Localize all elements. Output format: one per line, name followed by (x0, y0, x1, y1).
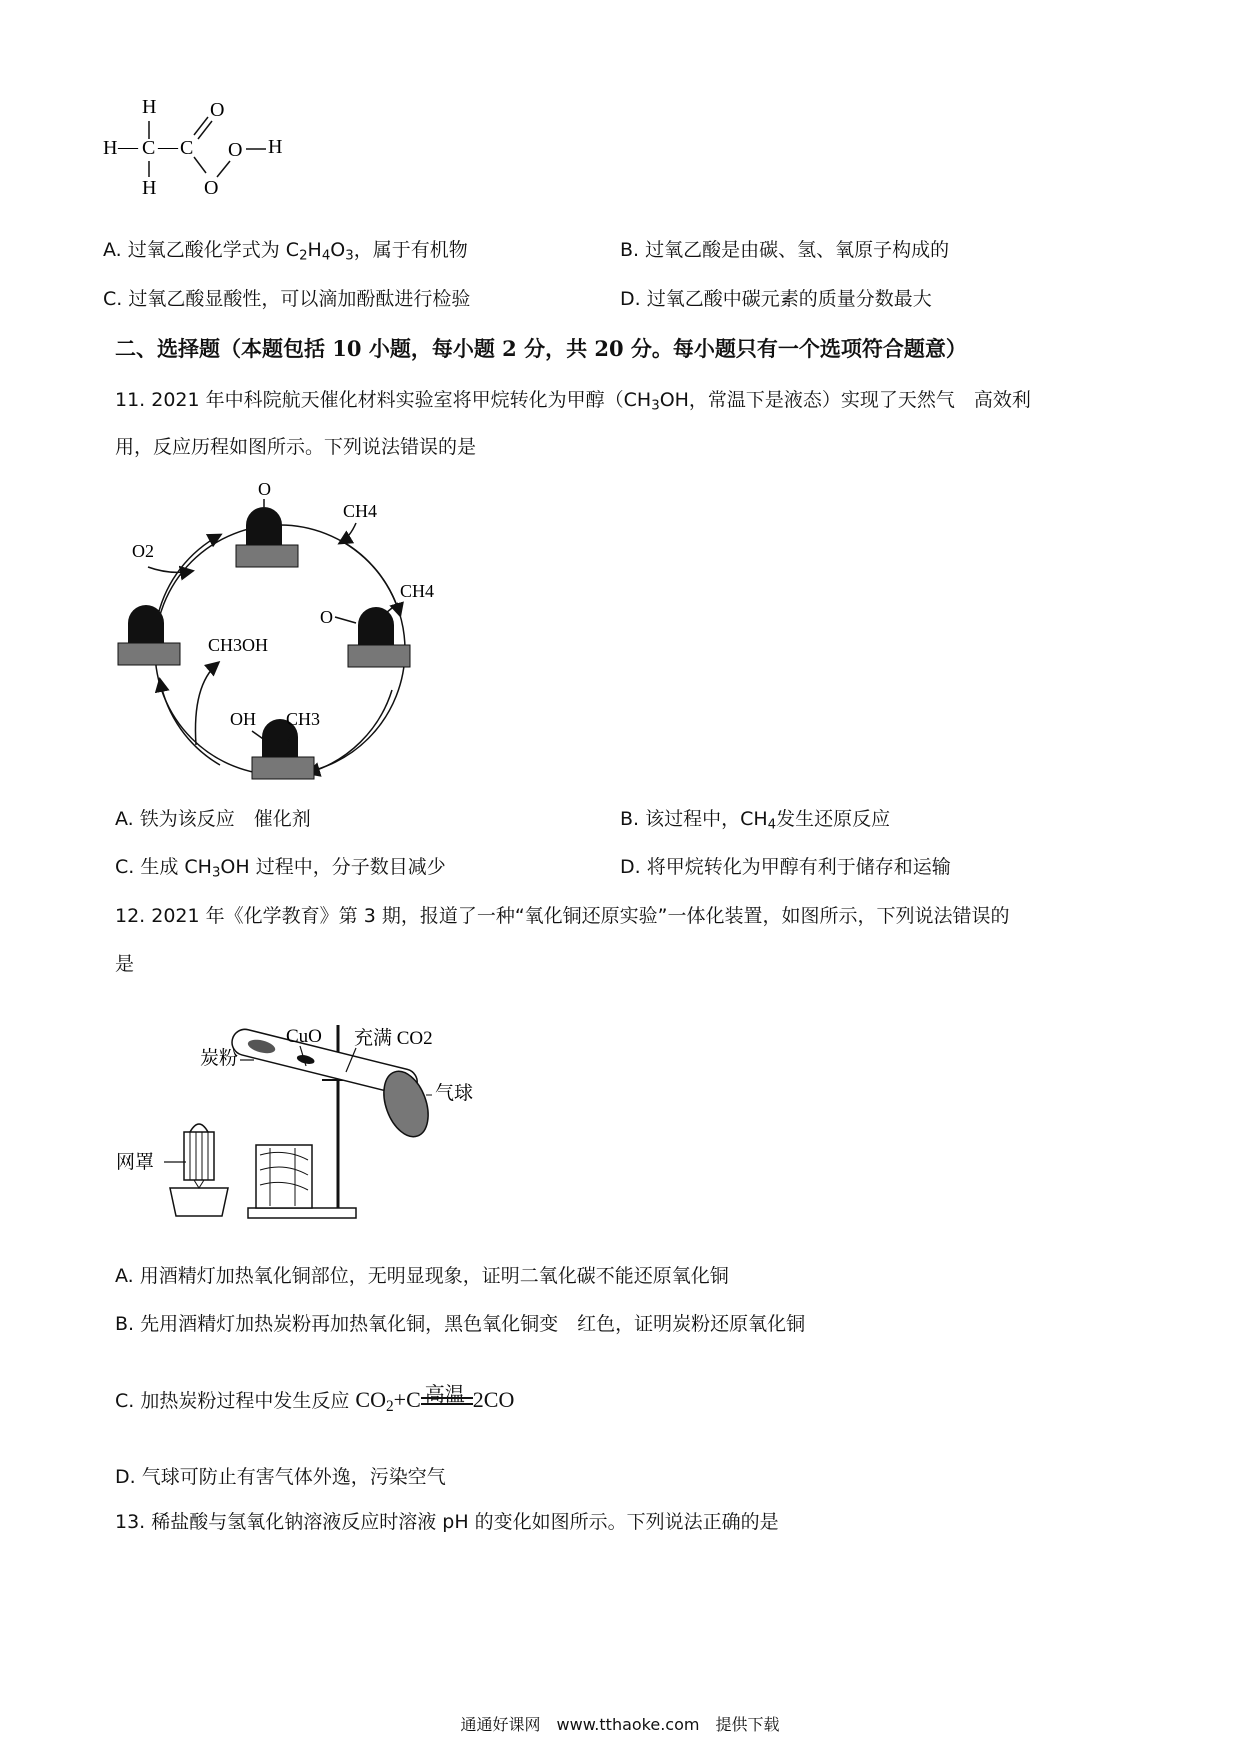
q12-option-c: C. 加热炭粉过程中发生反应 $CO_2+C$ 高温 2CO (115, 1384, 515, 1415)
label-balloon: 气球 (435, 1083, 474, 1104)
q12-option-a: A. 用酒精灯加热氧化铜部位，无明显现象，证明二氧化碳不能还原氧化铜 (115, 1265, 729, 1287)
atom-o-mid: O (228, 139, 243, 161)
atom-h-right: H (268, 136, 283, 158)
atom-c2: C (180, 137, 194, 159)
label-ch3: CH3 (286, 709, 321, 729)
q10-option-a: A. 过氧乙酸化学式为 $C_2H_4O_3$，属于有机物 (103, 239, 468, 264)
atom-o-bottom: O (204, 177, 219, 199)
apparatus-diagram (110, 1020, 510, 1230)
q12-option-b: B. 先用酒精灯加热炭粉再加热氧化铜，黑色氧化铜变 红色，证明炭粉还原氧化铜 (115, 1313, 806, 1335)
svg-text:—: — (118, 136, 138, 158)
q11-option-b: B. 该过程中，$CH_4$发生还原反应 (620, 808, 891, 833)
label-o-right: O (320, 607, 333, 627)
atom-o-top: O (210, 99, 225, 121)
q13-stem: 13. 稀盐酸与氢氧化钠溶液反应时溶液 pH 的变化如图所示。下列说法正确的是 (115, 1511, 779, 1533)
footer-watermark: 通通好课网 www.tthaoke.com 提供下载 (460, 1715, 780, 1734)
label-ch4-in: CH4 (343, 501, 378, 521)
label-o-top: O (258, 479, 271, 499)
q12-option-d: D. 气球可防止有害气体外逸，污染空气 (115, 1466, 446, 1488)
q11-option-c: C. 生成 $CH_3OH$ 过程中，分子数目减少 (115, 856, 446, 881)
q11-stem-line1: 11. 2021 年中科院航天催化材料实验室将甲烷转化为甲醇（$CH_3OH$，常温下是液态）实现了天然气 高效利 (115, 389, 1031, 414)
q10-option-c: C. 过氧乙酸显酸性，可以滴加酚酞进行检验 (103, 288, 471, 310)
svg-text:—: — (158, 136, 178, 158)
atom-h-bottom: H (142, 177, 157, 199)
label-cuo: CuO (286, 1026, 322, 1047)
atom-h-left: H (103, 137, 118, 159)
catalysis-cycle-diagram (100, 475, 460, 795)
label-ch4-right: CH4 (400, 581, 435, 601)
atom-h-top: H (142, 96, 157, 118)
q12-stem-line1: 12. 2021 年《化学教育》第 3 期，报道了一种“氧化铜还原实验”一体化装置，如图所示，下列说法错误的 (115, 905, 1010, 927)
label-ch3oh: CH3OH (208, 635, 269, 655)
atom-c1: C (142, 137, 156, 159)
q10-option-b: B. 过氧乙酸是由碳、氢、氧原子构成的 (620, 239, 950, 261)
peracetic-acid-structure (100, 95, 340, 220)
label-net-cover: 网罩 (116, 1152, 155, 1173)
q12-stem-line2: 是 (115, 953, 135, 975)
label-co2-fill: 充满 CO2 (354, 1028, 433, 1049)
section-heading: 二、选择题（本题包括 10 小题，每小题 2 分，共 20 分。每小题只有一个选项符合题意） (115, 336, 967, 361)
label-oh: OH (230, 709, 256, 729)
label-carbon-powder: 炭粉 (200, 1048, 239, 1069)
q11-stem-line2: 用，反应历程如图所示。下列说法错误的是 (115, 436, 477, 458)
q11-option-a: A. 铁为该反应 催化剂 (115, 808, 311, 830)
q11-option-d: D. 将甲烷转化为甲醇有利于储存和运输 (620, 856, 951, 878)
q10-option-d: D. 过氧乙酸中碳元素的质量分数最大 (620, 288, 932, 310)
label-o2: O2 (132, 541, 154, 561)
